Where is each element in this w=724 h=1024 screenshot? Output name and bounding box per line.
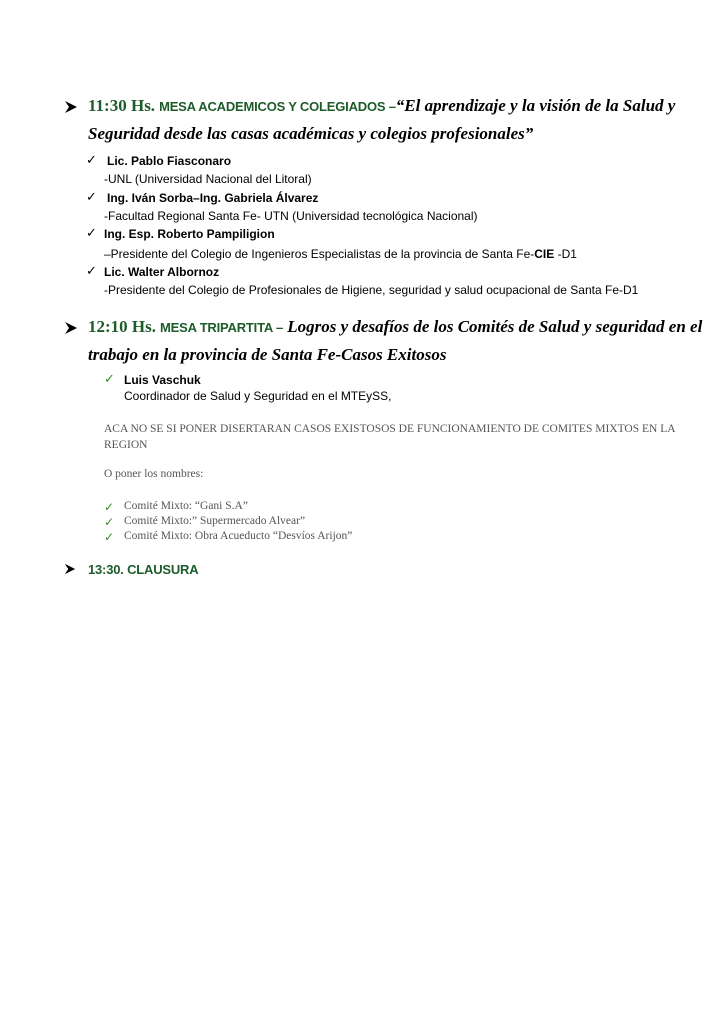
section-mesa-label: MESA TRIPARTITA – — [160, 320, 283, 335]
speaker-name: Luis Vaschuk — [124, 373, 201, 387]
arrow-bullet-icon — [64, 563, 76, 575]
speaker-name: Ing. Iván Sorba–Ing. Gabriela Álvarez — [107, 191, 319, 205]
note-line: REGION — [104, 439, 148, 451]
arrow-bullet-icon — [64, 321, 78, 335]
checkmark-icon: ✓ — [104, 530, 115, 544]
speaker-name: Lic. Pablo Fiasconaro — [107, 154, 232, 168]
section-title-line2: trabajo en la provincia de Santa Fe-Casos Exitosos — [88, 345, 447, 364]
note-line: ACA NO SE SI PONER DISERTARAN CASOS EXISTOSOS DE FUNCIONAMIENTO DE COMITES MIXTOS EN LA — [104, 423, 676, 435]
checkmark-icon: ✓ — [86, 153, 97, 168]
checkmark-icon: ✓ — [104, 372, 115, 387]
section-time: 11:30 Hs. — [88, 96, 156, 115]
speaker-name: Ing. Esp. Roberto Pampiligion — [104, 227, 275, 241]
clausura-label: 13:30. CLAUSURA — [88, 562, 199, 577]
checkmark-icon: ✓ — [104, 500, 115, 514]
arrow-bullet-icon — [64, 100, 78, 114]
speaker-name: Lic. Walter Albornoz — [104, 265, 220, 279]
checkmark-icon: ✓ — [104, 515, 115, 529]
checkmark-icon: ✓ — [86, 264, 97, 279]
section-title-line2: Seguridad desde las casas académicas y colegios profesionales” — [88, 124, 534, 143]
note-list-item — [104, 500, 248, 512]
note-item-text: Comité Mixto: “Gani S.A” — [124, 500, 248, 512]
note-list-item — [104, 530, 352, 542]
speaker-desc: -Presidente del Colegio de Profesionales de Higiene, seguridad y salud ocupacional de Santa Fe-D1 — [104, 283, 639, 297]
speaker-desc: –Presidente del Colegio de Ingenieros Especialistas de la provincia de Santa Fe-CIE -D1 — [104, 247, 577, 261]
speaker-desc: Coordinador de Salud y Seguridad en el MTEySS, — [124, 389, 392, 403]
note-line: O poner los nombres: — [104, 468, 204, 480]
note-item-text: Comité Mixto: Obra Acueducto “Desvíos Arijon” — [124, 530, 353, 542]
checkmark-icon: ✓ — [86, 190, 97, 205]
section-title-line1: Logros y desafíos de los Comités de Salud y seguridad en el — [283, 317, 703, 336]
speaker-desc: -UNL (Universidad Nacional del Litoral) — [104, 172, 312, 186]
note-list-item — [104, 515, 305, 527]
section-mesa-label: MESA ACADEMICOS Y COLEGIADOS – — [159, 99, 396, 114]
section-title-line1: “El aprendizaje y la visión de la Salud y — [395, 96, 676, 115]
note-item-text: Comité Mixto:” Supermercado Alvear” — [124, 515, 306, 527]
checkmark-icon: ✓ — [86, 226, 97, 241]
speaker-desc: -Facultad Regional Santa Fe- UTN (Universidad tecnológica Nacional) — [104, 209, 478, 223]
section-time: 12:10 Hs. — [88, 317, 156, 336]
